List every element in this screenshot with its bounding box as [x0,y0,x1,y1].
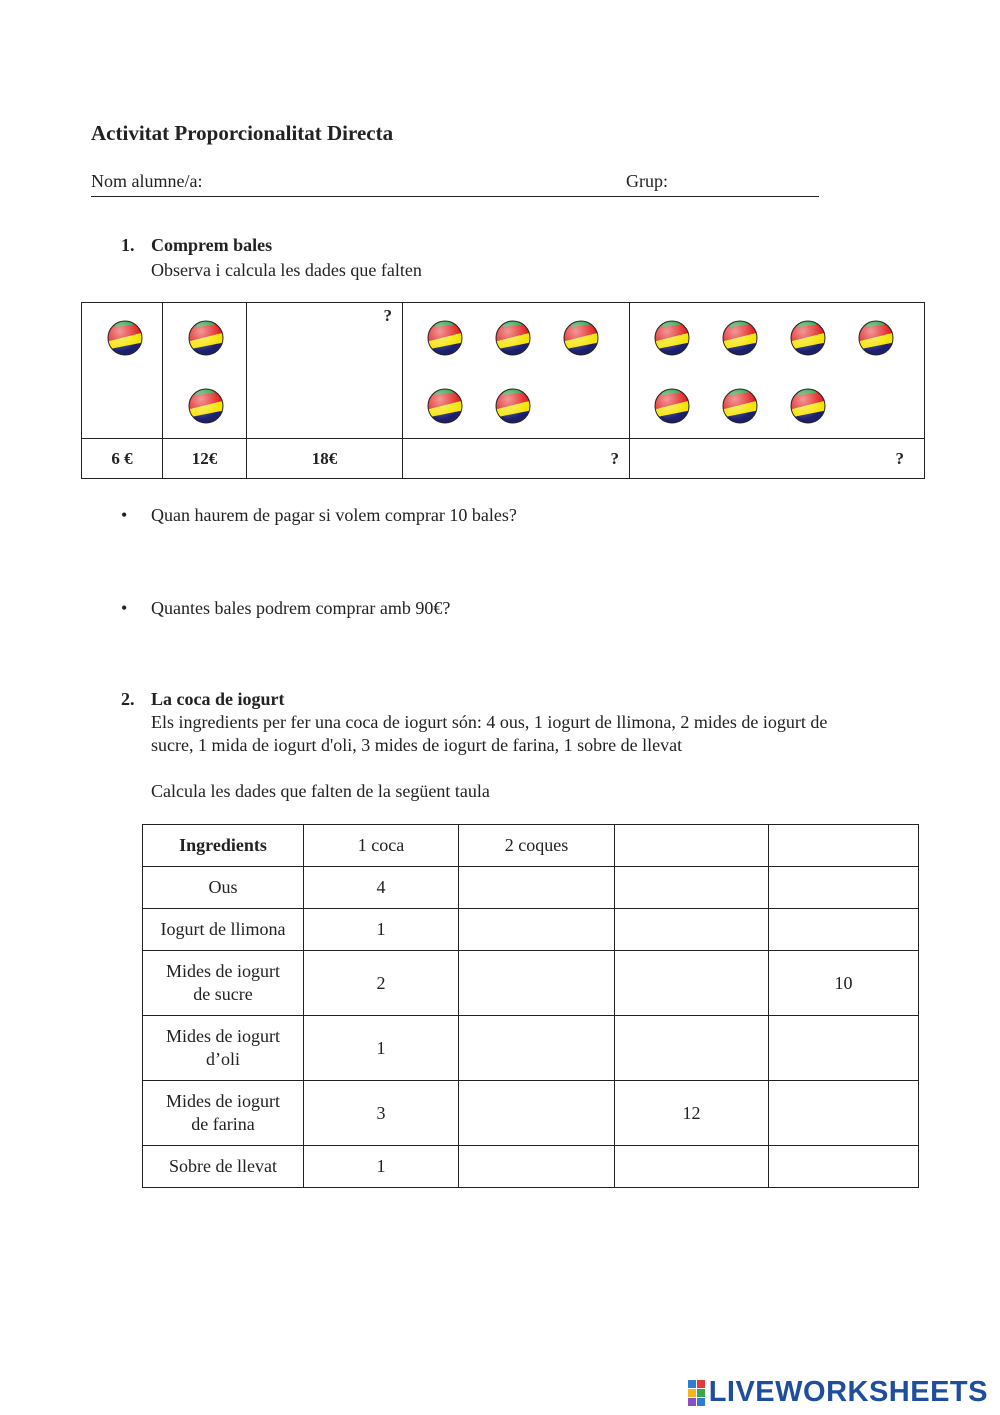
ball-icon [790,388,826,424]
value-cell[interactable] [459,1016,615,1081]
section2-title: La coca de iogurt [151,689,285,709]
description-line-1: Els ingredients per fer una coca de iogurt són: 4 ous, 1 iogurt de llimona, 2 mides de iogurt de [151,712,828,732]
value-cell[interactable] [769,1146,919,1188]
value-cell[interactable] [615,1016,769,1081]
balls-cell-5 [630,303,925,439]
value-cell: 1 [304,1146,459,1188]
ball-icon [495,388,531,424]
question-1-text: Quan haurem de pagar si volem comprar 10 bales? [151,505,517,525]
balls-cell-3 [247,303,403,439]
ingredients-table [142,824,919,1188]
ingredient-line: Ous [208,877,238,897]
price-cell: 12€ [163,439,247,479]
value-cell[interactable] [459,1146,615,1188]
balls-cell-1 [82,303,163,439]
ingredient-name [143,909,304,951]
header-col-4[interactable] [769,825,919,867]
price-cell: 18€ [247,439,403,479]
ball-icon [858,320,894,356]
ball-icon [654,388,690,424]
table-row [143,1081,919,1146]
question-2 [121,598,450,619]
value-cell: 10 [769,951,919,1016]
ingredient-line: Mides de iogurt [166,1091,280,1111]
balls-cell-4 [403,303,630,439]
ingredient-name [143,1081,304,1146]
section1-heading [121,235,272,256]
section2-number: 2. [121,689,135,709]
value-cell: 1 [304,909,459,951]
ingredient-line: Sobre de llevat [169,1156,277,1176]
ingredient-line: de farina [191,1114,255,1134]
balls-cell-2 [163,303,247,439]
name-group-row [91,171,819,197]
header-ingredients: Ingredients [143,825,304,867]
name-label: Nom alumne/a: [91,171,203,191]
table-row [143,951,919,1016]
ball-icon [654,320,690,356]
section1-number: 1. [121,235,135,255]
question-2-text: Quantes bales podrem comprar amb 90€? [151,598,451,618]
ball-icon [722,388,758,424]
value-cell[interactable] [769,867,919,909]
section2-description [151,711,911,757]
ingredient-line: de sucre [193,984,253,1004]
value-cell: 3 [304,1081,459,1146]
value-cell[interactable] [615,867,769,909]
table-row [143,867,919,909]
ingredient-line: d’oli [206,1049,240,1069]
table-row [143,1146,919,1188]
ball-icon [722,320,758,356]
bullet-icon: • [121,598,128,618]
price-cell-unknown[interactable]: ? [630,439,925,479]
section1-instruction: Observa i calcula les dades que falten [151,260,422,280]
value-cell[interactable] [769,1081,919,1146]
liveworksheets-logo [688,1376,988,1409]
section2-instruction: Calcula les dades que falten de la següent taula [151,781,490,801]
ingredient-name [143,1016,304,1081]
liveworksheets-logo-icon [688,1380,705,1406]
ball-icon [790,320,826,356]
value-cell: 12 [615,1081,769,1146]
value-cell: 2 [304,951,459,1016]
value-cell[interactable] [459,867,615,909]
value-cell[interactable] [769,909,919,951]
header-col-3[interactable] [615,825,769,867]
table-row [143,909,919,951]
header-col-1: 1 coca [304,825,459,867]
price-cell-unknown[interactable]: ? [403,439,630,479]
ball-icon [107,320,143,356]
value-cell[interactable] [459,909,615,951]
ingredient-name [143,1146,304,1188]
ball-icon [427,388,463,424]
question-1 [121,505,517,526]
value-cell[interactable] [615,1146,769,1188]
value-cell: 4 [304,867,459,909]
header-col-2: 2 coques [459,825,615,867]
ingredient-name [143,951,304,1016]
value-cell[interactable] [769,1016,919,1081]
unknown-ball-count: ? [383,306,392,325]
brand-text: LIVEWORKSHEETS [708,1376,988,1408]
ball-icon [427,320,463,356]
bullet-icon: • [121,505,128,525]
section2-heading [121,689,284,710]
value-cell: 1 [304,1016,459,1081]
balls-table [81,302,925,479]
ball-icon [188,388,224,424]
ball-icon [563,320,599,356]
ingredient-name [143,867,304,909]
section1-title: Comprem bales [151,235,273,255]
value-cell[interactable] [615,909,769,951]
description-line-2: sucre, 1 mida de iogurt d'oli, 3 mides de iogurt de farina, 1 sobre de llevat [151,735,683,755]
ball-icon [495,320,531,356]
page-title: Activitat Proporcionalitat Directa [91,121,394,145]
value-cell[interactable] [615,951,769,1016]
group-label: Grup: [626,171,668,191]
ball-icon [188,320,224,356]
ingredient-line: Iogurt de llimona [160,919,286,939]
ingredient-line: Mides de iogurt [166,961,280,981]
price-cell: 6 € [82,439,163,479]
value-cell[interactable] [459,1081,615,1146]
value-cell[interactable] [459,951,615,1016]
ingredient-line: Mides de iogurt [166,1026,280,1046]
table-row [143,1016,919,1081]
